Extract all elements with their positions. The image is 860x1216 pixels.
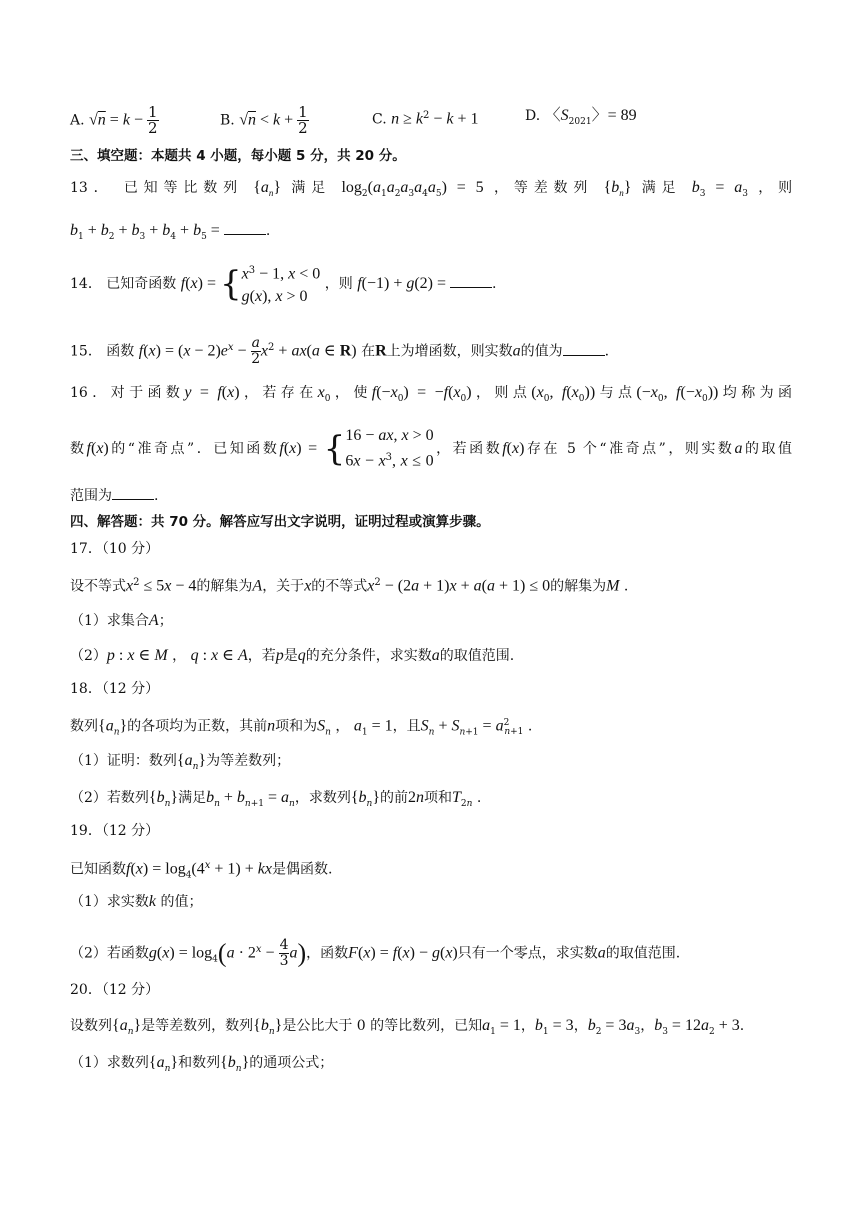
option-a-label: A. <box>70 112 85 129</box>
question-15-number: 15． <box>70 343 102 360</box>
option-b-label: B. <box>220 112 235 129</box>
option-c-label: C. <box>372 111 387 128</box>
answer-blank <box>224 220 266 235</box>
question-16-number: 16． <box>70 385 111 401</box>
question-13-line2: $b_1 + b_2 + b_3 + b_4 + b_5$ = . <box>70 222 271 242</box>
question-20-part1: （1）求数列$\{a_n\}$和数列$\{b_n\}$的通项公式； <box>70 1054 334 1074</box>
question-18-part2: （2）若数列$\{b_n\}$满足$b_n + b_{n+1} = a_n$，求数列$\{b_n\}$的前2n项和$T_{2n}$ . <box>70 789 482 809</box>
question-13-number: 13． <box>70 180 114 196</box>
question-17-stem: 设不等式$x^2 \le 5x - 4$的解集为A，关于x的不等式$x^2 - (2a + 1)x + a(a + 1) \le 0$的解集为M . <box>70 577 629 595</box>
section3-header: 三、填空题：本题共 4 小题，每小题 5 分，共 20 分。 <box>70 148 406 164</box>
question-17-part1: （1）求集合A； <box>70 612 173 629</box>
option-c: C. $n \ge k^2 - k + 1$ <box>372 110 479 128</box>
question-17-part2: （2）p : x ∈ M ， q : x ∈ A，若p是q的充分条件，求实数a的取值范围. <box>70 647 515 664</box>
option-b: B. √n < k + $\frac{1}{2}$ <box>220 103 308 137</box>
question-16-line3: 范围为 . <box>70 485 158 507</box>
question-18-part1: （1）证明：数列$\{a_n\}$为等差数列； <box>70 752 291 772</box>
answer-blank <box>450 273 492 288</box>
answer-blank <box>563 341 605 356</box>
question-20-stem: 设数列$\{a_n\}$是等差数列，数列$\{b_n\}$是公比大于 0 的等比数列，已知$a_1 = 1$，$b_1 = 3$，$b_2 = 3a_3$，$b_3 = 12a_2 + 3$. <box>70 1017 745 1037</box>
question-19-stem: 已知函数$f(x) = \log_4(4^x + 1)$ + kx是偶函数. <box>70 860 333 881</box>
question-16-line1: 16．对于函数y = f(x)，若存在$x_0$，使$f(-x_0) = -f(x_0)$，则点($x_0$, $f(x_0)$)与点($-x_0$, $f(-x_0)$)均称为函 <box>70 384 793 404</box>
question-13-line1: 13． 已知等比数列 $\{a_n\}$ 满足 $\log_2(a_1a_2a_3a_4a_5) = 5$ ，等差数列 $\{b_n\}$ 满足 $b_3 = a_3$ ，则 <box>70 179 793 199</box>
question-18-number: 18．（12 分） <box>70 681 160 697</box>
options-row <box>70 95 792 135</box>
option-d: D. 〈$S_{2021}$〉= 89 <box>525 107 637 127</box>
question-18-stem: 数列$\{a_n\}$的各项均为正数，其前n项和为$S_n$ ， $a_1 = 1$，且$S_n + S_{n+1} = a^2_{n+1}$ . <box>70 717 533 738</box>
question-19-part1: （1）求实数k 的值； <box>70 893 203 910</box>
question-15: 15． 函数 $f(x) = (x - 2)e^x$ − $\frac{a}{2}$ $x^2 + ax(a$ ∈ R) 在R上为增函数，则实数a的值为 . <box>70 335 610 368</box>
question-17-number: 17．（10 分） <box>70 541 160 557</box>
answer-blank <box>112 485 154 500</box>
option-a: A. √n = k − $\frac{1}{2}$ <box>70 103 158 137</box>
question-20-number: 20．（12 分） <box>70 982 160 998</box>
question-19-number: 19．（12 分） <box>70 823 160 839</box>
question-14: 14． 已知奇函数 f(x) = { $x^3 - 1$, x < 0 g(x), x > 0 ，则 f(−1) + g(2) = . <box>70 263 497 305</box>
question-16-line2: 数f(x)的“准奇点”．已知函数f(x) = { 16 − ax, x > 0 $6x - x^3$, x ≤ 0 ，若函数f(x)存在 5 个“准奇点”，则实数a的取值 <box>70 427 793 470</box>
question-14-number: 14． <box>70 275 102 292</box>
section4-header: 四、解答题：共 70 分。解答应写出文字说明，证明过程或演算步骤。 <box>70 514 490 530</box>
option-d-label: D. <box>525 108 541 124</box>
question-19-part2: （2）若函数$g(x) = \log_4(a \cdot 2^x$ − $\frac{4}{3}$ a)，函数F(x) = f(x) − g(x)只有一个零点，求实数a的取值范围. <box>70 937 681 970</box>
